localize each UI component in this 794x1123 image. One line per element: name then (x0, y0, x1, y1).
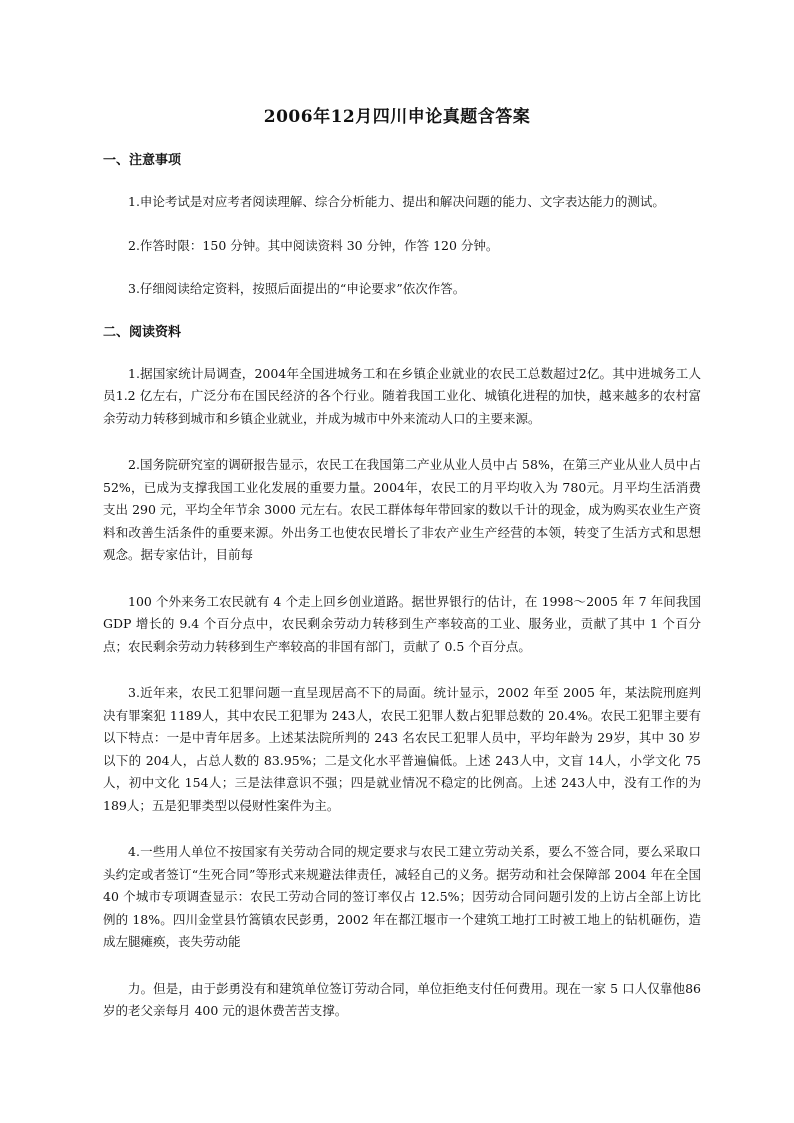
material-paragraph-4-continued: 力。但是，由于彭勇没有和建筑单位签订劳动合同，单位拒绝支付任何费用。现在一家 5 口人仅靠他86 岁的老父亲每月 400 元的退休费苦苦支撑。 (103, 980, 701, 1018)
notes-item-1: 1.申论考试是对应考者阅读理解、综合分析能力、提出和解决问题的能力、文字表达能力的测试。 (128, 194, 665, 209)
material-paragraph-4: 4.一些用人单位不按国家有关劳动合同的规定要求与农民工建立劳动关系，要么不签合同，要么采取口头约定或者签订“生死合同”等形式来规避法律责任，减轻自己的义务。据劳动和社会保障部 2004 年在全国 40 个城市专项调查显示：农民工劳动合同的签订率仅占 12.5%；因劳动合同问题引发的上访占全部上访比例的 18%。四川金堂县竹篙镇农民彭勇，2002 年在都江堰市一个建筑工地打工时被工地上的钻机砸伤，造成左腿瘫痪，丧失劳动能 (103, 844, 701, 949)
material-paragraph-1: 1.据国家统计局调查，2004年全国进城务工和在乡镇企业就业的农民工总数超过2亿。其中进城务工人员1.2 亿左右，广泛分布在国民经济的各个行业。随着我国工业化、城镇化进程的加快，越来越多的农村富余劳动力转移到城市和乡镇企业就业，并成为城市中外来流动人口的主要来源。 (103, 365, 701, 426)
notes-item-2: 2.作答时限：150 分钟。其中阅读资料 30 分钟，作答 120 分钟。 (128, 237, 499, 253)
material-paragraph-2: 2.国务院研究室的调研报告显示，农民工在我国第二产业从业人员中占 58%，在第三产业从业人员中占 52%，已成为支撑我国工业化发展的重要力量。2004年，农民工的月平均收入为 780元。月平均生活消费支出 290 元，平均全年节余 3000 元左右。农民工群体每年带回家的数以千计的现金，成为购买农业生产资料和改善生活条件的重要来源。外出务工也使农民增长了非农产业生产经营的本领，转变了生活方式和思想观念。据专家估计，目前每 (103, 457, 701, 562)
notes-item-3: 3.仔细阅读给定资料，按照后面提出的“申论要求”依次作答。 (128, 281, 466, 296)
section-heading-notes: 一、注意事项 (103, 153, 182, 168)
material-paragraph-2-continued: 100 个外来务工农民就有 4 个走上回乡创业道路。据世界银行的估计，在 1998～2005 年 7 年间我国GDP 增长的 9.4 个百分点中，农民剩余劳动力转移到生产率较高的工业、服务业，贡献了其中 1 个百分点；农民剩余劳动力转移到生产率较高的非国有部门，贡献了 0.5 个百分点。 (103, 593, 701, 654)
document-title: 2006年12月四川申论真题含答案 (263, 107, 531, 127)
document-body (103, 150, 701, 1023)
material-paragraph-3: 3.近年来，农民工犯罪问题一直呈现居高不下的局面。统计显示，2002 年至 2005 年，某法院刑庭判决有罪案犯 1189人，其中农民工犯罪为 243人，农民工犯罪人数占犯罪总数的 20.4%。农民工犯罪主要有以下特点：一是中青年居多。上述某法院所判的 243 名农民工犯罪人员中，平均年龄为 29岁，其中 30 岁以下的 204人，占总人数的 83.95%；二是文化水平普遍偏低。上述 243人中，文盲 14人，小学文化 75人，初中文化 154人；三是法律意识不强；四是就业情况不稳定的比例高。上述 243人中，没有工作的为 189人；五是犯罪类型以侵财性案件为主。 (103, 685, 701, 813)
section-heading-materials: 二、阅读资料 (103, 324, 182, 340)
